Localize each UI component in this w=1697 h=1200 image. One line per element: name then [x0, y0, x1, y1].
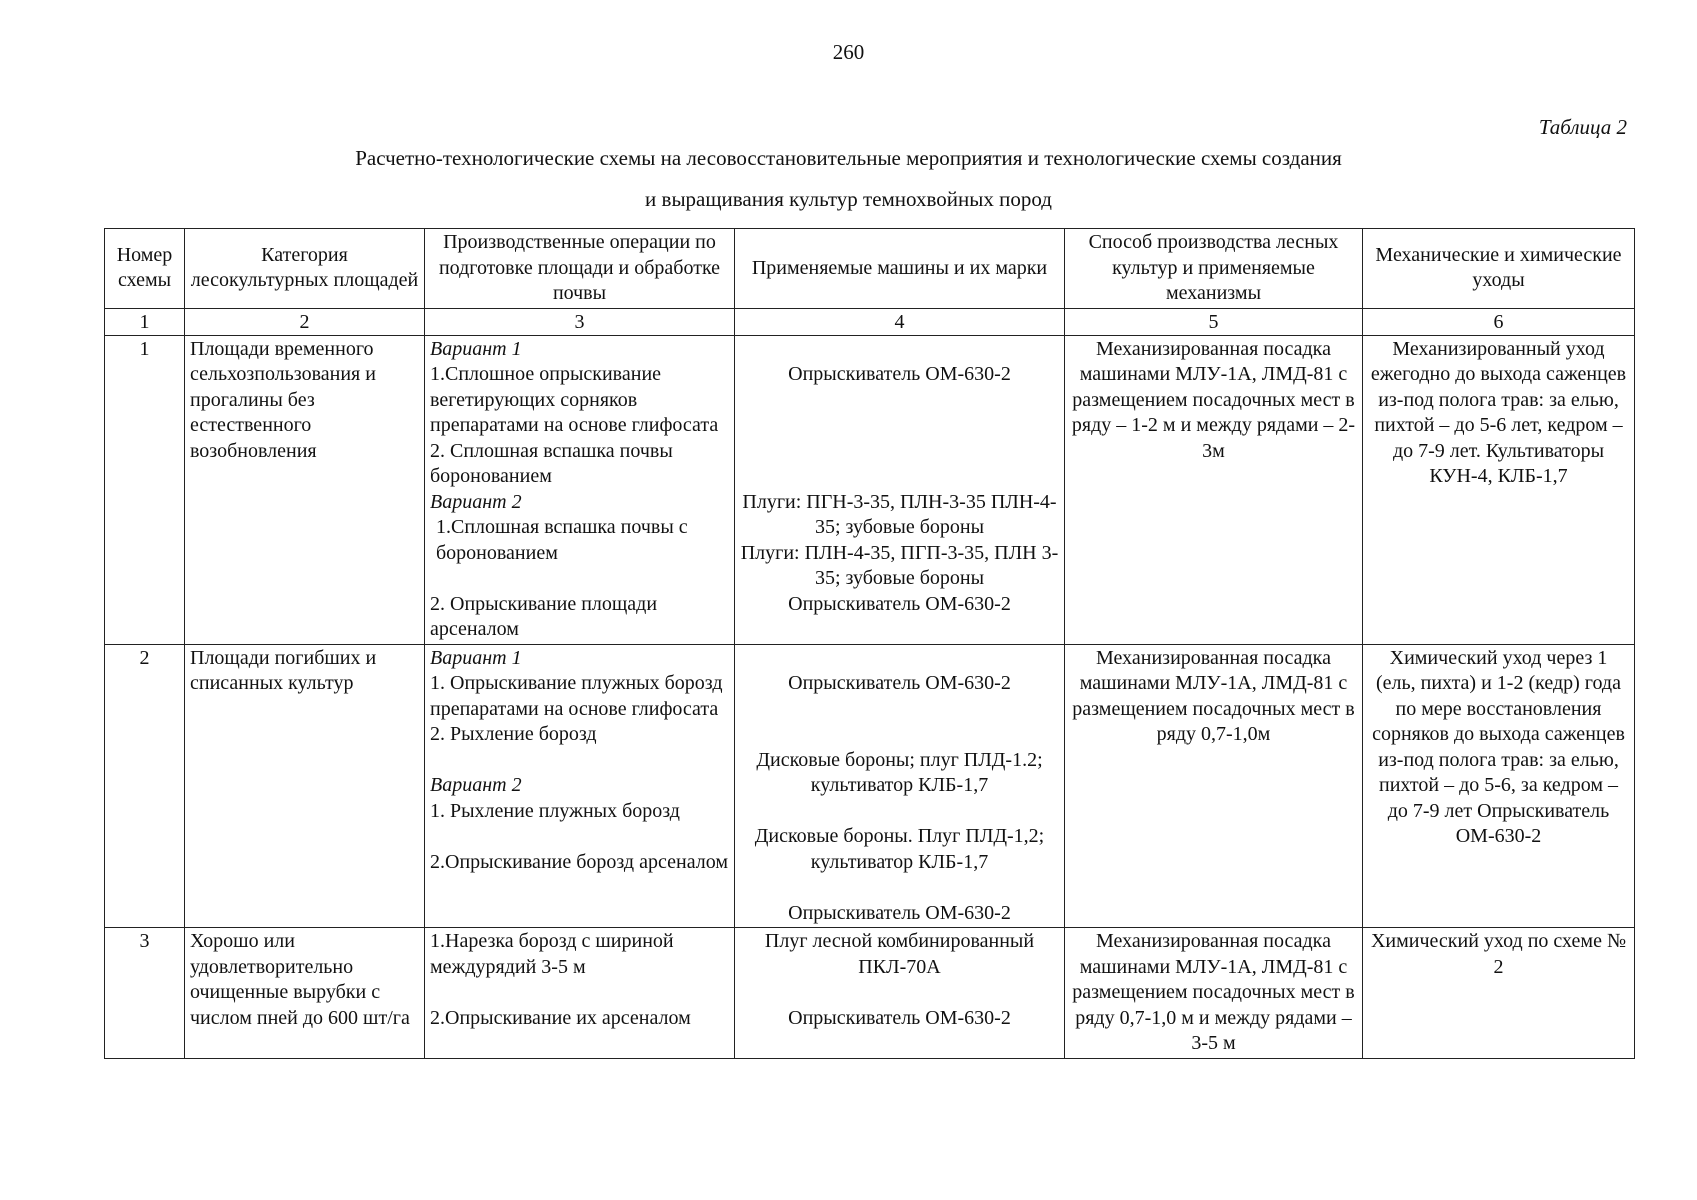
column-number: 6 [1363, 308, 1635, 335]
operation-item: 1.Нарезка борозд с шириной междурядий 3-5 м [430, 930, 674, 978]
care-method: Химический уход через 1 (ель, пихта) и 1-2 (кедр) года по мере восстановления сорняков до выхода саженцев из-под полога трав: за елью, пихтой – до 5-6, за кедром – до 7-9 лет Опрыскиватель ОМ-630-2 [1363, 644, 1635, 928]
operations-cell [425, 928, 735, 1059]
table-header-row [105, 229, 1635, 309]
operation-item: 2. Сплошная вспашка почвы боронованием [430, 439, 673, 487]
planting-method: Механизированная посадка машинами МЛУ-1А, ЛМД-81 с размещением посадочных мест в ряду 0,7-1,0м [1065, 644, 1363, 928]
scheme-number: 2 [105, 644, 185, 928]
operation-item: 2.Опрыскивание их арсеналом [430, 1006, 691, 1029]
variant-label: Вариант 2 [430, 490, 522, 513]
table-label: Таблица 2 [1538, 115, 1627, 139]
column-number: 3 [425, 308, 735, 335]
page-number: 260 [832, 40, 865, 64]
scheme-number: 1 [105, 335, 185, 644]
area-category: Площади временного сельхозпользования и прогалины без естественного возобновления [185, 335, 425, 644]
operation-item: 2.Опрыскивание борозд арсеналом [430, 850, 728, 873]
operations-cell [425, 335, 735, 644]
table-row [105, 928, 1635, 1059]
column-number: 5 [1065, 308, 1363, 335]
header-method: Способ производства лесных культур и применяемые механизмы [1065, 229, 1363, 309]
scheme-number: 3 [105, 928, 185, 1059]
table-title-line-1: Расчетно-технологические схемы на лесовосстановительные мероприятия и технологические схемы создания [355, 146, 1342, 170]
header-operations: Производственные операции по подготовке площади и обработке почвы [425, 229, 735, 309]
planting-method: Механизированная посадка машинами МЛУ-1А, ЛМД-81 с размещением посадочных мест в ряду – 1-2 м и между рядами – 2-3м [1065, 335, 1363, 644]
machine-item: Опрыскиватель ОМ-630-2 [788, 1006, 1011, 1029]
machines-cell [735, 335, 1065, 644]
table-row [105, 644, 1635, 928]
operation-item: 2. Рыхление борозд [430, 723, 597, 745]
machines-cell [735, 928, 1065, 1059]
header-scheme-number: Номер схемы [105, 229, 185, 309]
care-method: Механизированный уход ежегодно до выхода саженцев из-под полога трав: за елью, пихтой – до 5-6 лет, кедром – до 7-9 лет. Культиваторы КУН-4, КЛБ-1,7 [1363, 335, 1635, 644]
operation-item: 1. Рыхление плужных борозд [430, 799, 680, 822]
machine-item: Дисковые бороны; плуг ПЛД-1.2; культиватор КЛБ-1,7 [756, 748, 1043, 796]
machines-cell [735, 644, 1065, 928]
machine-item: Опрыскиватель ОМ-630-2 [788, 672, 1011, 694]
operations-cell [425, 644, 735, 928]
column-number: 4 [735, 308, 1065, 335]
table-title-line-2: и выращивания культур темнохвойных пород [645, 187, 1052, 211]
operation-item: 2. Опрыскивание площади арсеналом [430, 592, 658, 640]
schemes-table [104, 228, 1635, 1059]
column-number: 1 [105, 308, 185, 335]
machine-item: Плуги: ПГН-3-35, ПЛН-3-35 ПЛН-4-35; зубовые бороны [742, 490, 1057, 538]
variant-label: Вариант 2 [430, 774, 522, 796]
machine-item: Плуг лесной комбинированный ПКЛ-70А [764, 930, 1035, 978]
area-category: Площади погибших и списанных культур [185, 644, 425, 928]
column-number: 2 [185, 308, 425, 335]
operation-item: 1.Сплошное опрыскивание вегетирующих сорняков препаратами на основе глифосата [430, 363, 719, 436]
header-category: Категория лесокультурных площадей [185, 229, 425, 309]
operation-item: 1. Опрыскивание плужных борозд препаратами на основе глифосата [430, 672, 723, 720]
variant-label: Вариант 1 [430, 337, 522, 360]
variant-label: Вариант 1 [430, 646, 522, 669]
area-category: Хорошо или удовлетворительно очищенные вырубки с числом пней до 600 шт/га [185, 928, 425, 1059]
machine-item: Плуги: ПЛН-4-35, ПГП-3-35, ПЛН 3-35; зубовые бороны [740, 541, 1059, 589]
header-care: Механические и химические уходы [1363, 229, 1635, 309]
machine-item: Опрыскиватель ОМ-630-2 [788, 363, 1011, 385]
planting-method: Механизированная посадка машинами МЛУ-1А, ЛМД-81 с размещением посадочных мест в ряду 0,7-1,0 м и между рядами – 3-5 м [1065, 928, 1363, 1059]
machine-item: Опрыскиватель ОМ-630-2 [788, 592, 1011, 615]
operation-item: 1.Сплошная вспашка почвы с боронованием [436, 516, 688, 564]
table-row [105, 335, 1635, 644]
header-machines: Применяемые машины и их марки [735, 229, 1065, 309]
care-method: Химический уход по схеме № 2 [1363, 928, 1635, 1059]
machine-item: Опрыскиватель ОМ-630-2 [788, 901, 1011, 924]
machine-item: Дисковые бороны. Плуг ПЛД-1,2; культиватор КЛБ-1,7 [754, 825, 1045, 873]
column-number-row [105, 308, 1635, 335]
